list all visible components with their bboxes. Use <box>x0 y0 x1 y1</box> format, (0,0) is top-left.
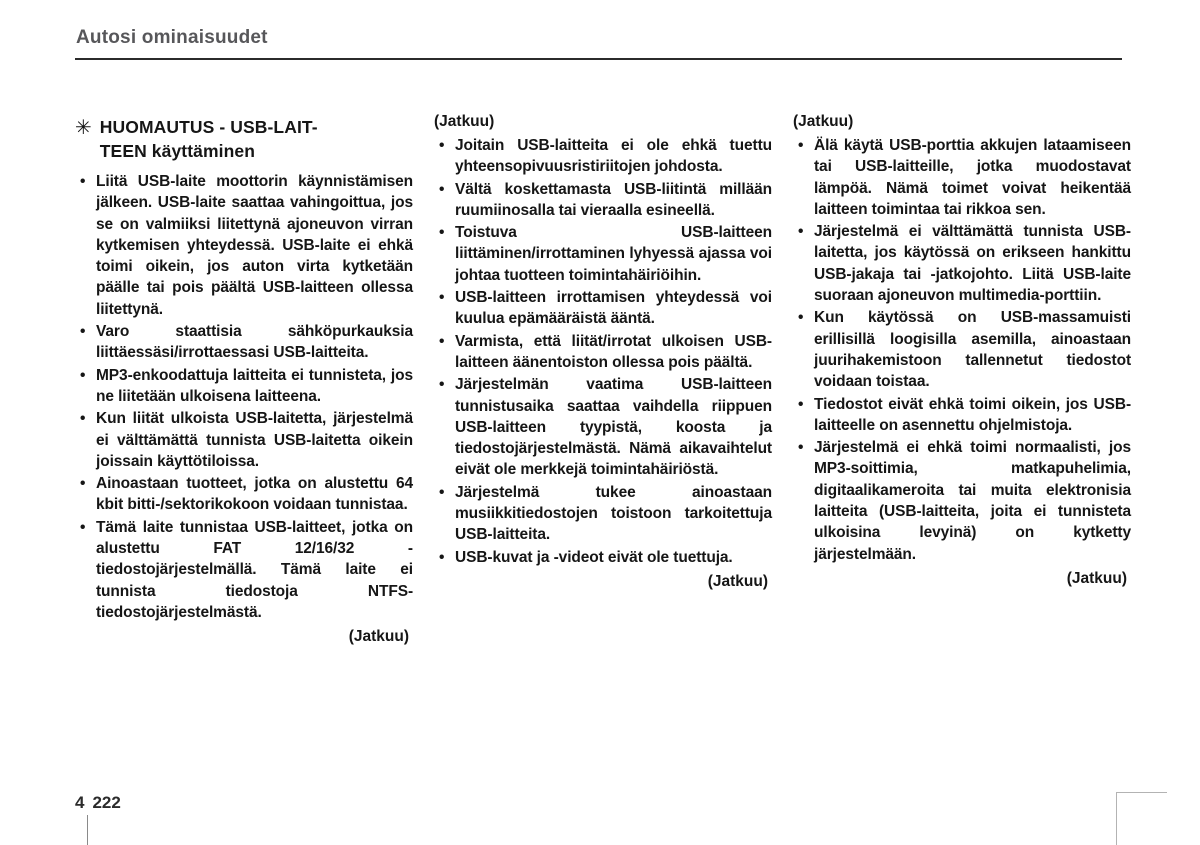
bullet-text: Järjestelmän vaatima USB-laitteen tunnistusaika saattaa vaihdella riippuen USB-laitteen tyypistä, koosta ja tiedostojärjestelmästä. Nämä aikavaihtelut eivät ole merkkejä toimintahäiriöstä. <box>455 376 772 479</box>
bullet-icon: • <box>80 410 86 428</box>
bullet-icon: • <box>439 332 445 350</box>
note-title <box>100 115 318 163</box>
bullet-text: MP3-enkoodattuja laitteita ei tunnisteta, jos ne liitetään ulkoisena laitteena. <box>96 366 413 405</box>
bullet-text: USB-laitteen irrottamisen yhteydessä voi kuulua epämääräistä ääntä. <box>455 289 772 328</box>
crop-mark-horizontal <box>1116 792 1167 793</box>
bullet-text: Älä käytä USB-porttia akkujen lataamiseen tai USB-laitteille, jotka muodostavat lämpöä. Nämä toimet voivat heikentää laitteen toimintaa tai rikkoa sen. <box>814 137 1131 218</box>
bullet-text: Joitain USB-laitteita ei ole ehkä tuettu yhteensopivuusristiriitojen johdosta. <box>455 137 772 176</box>
list-item <box>75 473 413 516</box>
bullet-icon: • <box>798 137 804 154</box>
continued-label: (Jatkuu) <box>707 572 768 590</box>
bullet-list <box>793 135 1131 565</box>
continued-label: (Jatkuu) <box>348 628 409 646</box>
bullet-text: Ainoastaan tuotteet, jotka on alustettu 64 kbit bitti-/sektorikokoon voidaan tunnistaa. <box>96 475 413 514</box>
list-item <box>434 179 772 222</box>
bullet-list <box>434 135 772 568</box>
list-item <box>434 287 772 330</box>
chapter-number: 4 <box>75 793 85 812</box>
list-item <box>434 135 772 178</box>
list-item <box>793 437 1131 565</box>
bullet-icon: • <box>439 548 445 566</box>
list-item <box>75 365 413 408</box>
column-right <box>793 113 1131 588</box>
bullet-text: Varo staattisia sähköpurkauksia liittäessäsi/irrottaessasi USB-laitteita. <box>96 323 413 362</box>
bullet-text: Liitä USB-laite moottorin käynnistämisen jälkeen. USB-laite saattaa vahingoittua, jos se on valmiiksi liitettynä ajoneuvon virran kytkemisen yhteydessä. USB-laite ei ehkä toimi oikein, jos auton virta kytketään päälle tai pois päältä USB-laitteen ollessa liitettynä. <box>96 173 413 318</box>
page-number <box>75 793 121 813</box>
bullet-icon: • <box>798 439 804 457</box>
bullet-text: Järjestelmä ei ehkä toimi normaalisti, jos MP3-soittimia, matkapuhelimia, digitaalikameroita tai muita elektronisia laitteita (USB-laitteita, joita ei tunnisteta ulkoisina levyinä) on kytketty järjestelmään. <box>814 439 1131 563</box>
list-item <box>75 321 413 364</box>
note-title-line1: HUOMAUTUS - USB-LAIT- <box>99 117 318 137</box>
bullet-icon: • <box>798 395 804 413</box>
bullet-icon: • <box>439 289 445 307</box>
footer-tick-mark <box>87 815 88 845</box>
list-item <box>793 135 1131 220</box>
note-heading <box>75 115 413 163</box>
bullet-text: Tiedostot eivät ehkä toimi oikein, jos USB-laitteelle on asennettu ohjelmistoja. <box>814 395 1131 434</box>
bullet-icon: • <box>80 323 86 341</box>
list-item <box>434 222 772 286</box>
bullet-icon: • <box>439 376 445 394</box>
bullet-text: Tämä laite tunnistaa USB-laitteet, jotka on alustettu FAT 12/16/32 -tiedostojärjestelmällä. Tämä laite ei tunnista tiedostoja NTFS-tiedostojärjestelmästä. <box>96 518 413 621</box>
list-item <box>434 331 772 374</box>
bullet-text: Toistuva USB-laitteen liittäminen/irrottaminen lyhyessä ajassa voi johtaa tuotteen toimintahäiriöihin. <box>455 224 772 284</box>
bullet-text: USB-kuvat ja -videot eivät ole tuettuja. <box>455 548 733 566</box>
bullet-icon: • <box>798 223 804 241</box>
page-number-value: 222 <box>92 793 121 812</box>
bullet-text: Kun liität ulkoista USB-laitetta, järjestelmä ei välttämättä tunnista USB-laitetta oikein joissain käyttötiloissa. <box>96 410 413 470</box>
list-item <box>434 547 772 568</box>
bullet-icon: • <box>439 483 445 501</box>
note-title-line2: TEEN käyttäminen <box>99 141 256 161</box>
list-item <box>75 517 413 623</box>
bullet-text: Vältä koskettamasta USB-liitintä millään ruumiinosalla tai vieraalla esineellä. <box>455 180 772 219</box>
bullet-icon: • <box>439 180 445 198</box>
bullet-icon: • <box>439 137 445 154</box>
bullet-icon: • <box>80 366 86 384</box>
bullet-text: Järjestelmä tukee ainoastaan musiikkitiedostojen toistoon tarkoitettuja USB-laitteita. <box>455 483 772 544</box>
bullet-text: Varmista, että liität/irrotat ulkoisen USB-laitteen äänentoiston ollessa pois päältä. <box>455 332 772 371</box>
continued-label: (Jatkuu) <box>434 113 495 130</box>
bullet-text: Kun käytössä on USB-massamuisti erillisillä loogisilla asemilla, ainoastaan juurihakemistoon tallennetut tiedostot voidaan toistaa. <box>814 309 1131 391</box>
list-item <box>793 394 1131 437</box>
crop-mark-vertical <box>1116 792 1117 845</box>
continued-label: (Jatkuu) <box>1066 569 1127 587</box>
bullet-icon: • <box>80 518 86 536</box>
list-item <box>793 221 1131 306</box>
list-item <box>75 408 413 472</box>
page-title: Autosi ominaisuudet <box>76 27 268 48</box>
list-item <box>434 482 772 546</box>
header-divider <box>75 58 1122 60</box>
bullet-icon: • <box>80 475 86 493</box>
column-middle <box>434 113 772 591</box>
list-item <box>793 307 1131 392</box>
bullet-icon: • <box>798 309 804 327</box>
bullet-icon: • <box>439 224 445 242</box>
continued-label: (Jatkuu) <box>793 113 854 130</box>
column-left <box>75 113 413 646</box>
bullet-icon: • <box>80 173 86 190</box>
list-item <box>434 374 772 480</box>
bullet-list <box>75 171 413 623</box>
list-item <box>75 171 413 320</box>
bullet-text: Järjestelmä ei välttämättä tunnista USB-laitetta, jos käytössä on erikseen hankittu USB-jakaja tai -jatkojohto. Liitä USB-laite suoraan ajoneuvon multimedia-porttiin. <box>814 223 1131 305</box>
asterisk-icon: ✳ <box>75 115 92 139</box>
